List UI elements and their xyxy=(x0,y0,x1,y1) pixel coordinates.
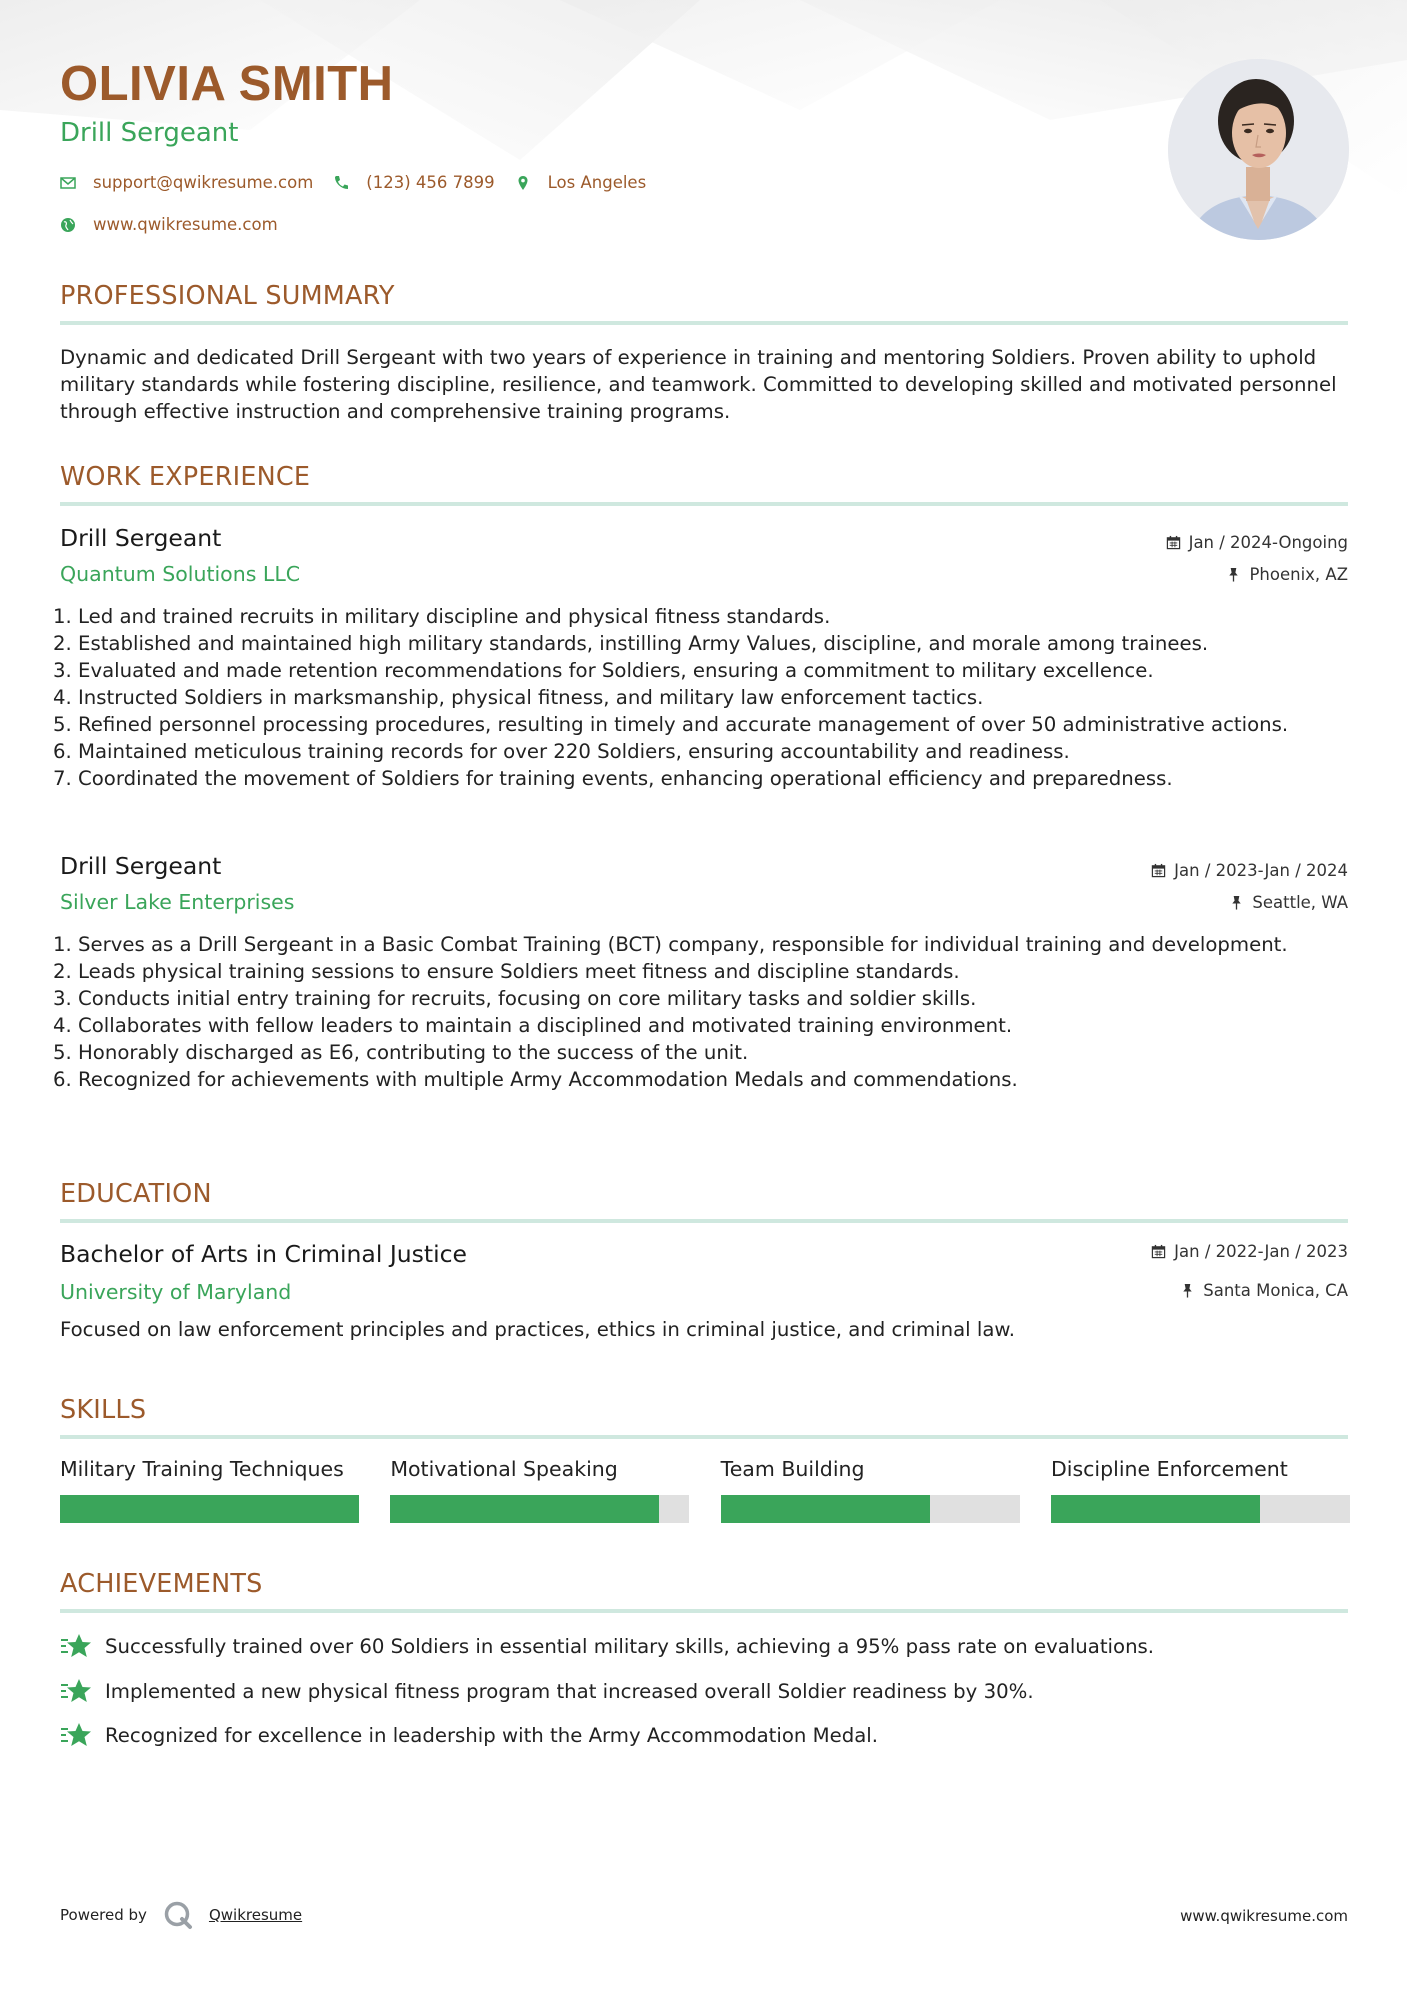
achievement-item xyxy=(60,1677,1034,1705)
skill-level-fill xyxy=(721,1495,930,1523)
pushpin-icon xyxy=(1226,567,1241,582)
star-icon xyxy=(60,1721,92,1749)
list-item: 7. Coordinated the movement of Soldiers for training events, enhancing operational efficiency and preparedness. xyxy=(78,765,1350,792)
achievement-item xyxy=(60,1632,1154,1660)
map-pin-icon xyxy=(515,175,531,191)
skill-name: Motivational Speaking xyxy=(390,1457,618,1481)
footer-url[interactable]: www.qwikresume.com xyxy=(1180,1907,1348,1925)
pushpin-icon xyxy=(1229,895,1244,910)
list-item: 6. Recognized for achievements with multiple Army Accommodation Medals and commendations. xyxy=(78,1066,1350,1093)
list-item: 3. Conducts initial entry training for recruits, focusing on core military tasks and soldier skills. xyxy=(78,985,1350,1012)
calendar-icon xyxy=(1166,535,1181,550)
company-name: Silver Lake Enterprises xyxy=(60,890,295,914)
job-title: Drill Sergeant xyxy=(60,524,222,552)
achievement-text: Implemented a new physical fitness program that increased overall Soldier readiness by 30%. xyxy=(105,1679,1034,1703)
skill-level-bar xyxy=(1051,1495,1350,1523)
contact-email[interactable] xyxy=(60,173,313,192)
list-item: 4. Instructed Soldiers in marksmanship, physical fitness, and military law enforcement tactics. xyxy=(78,684,1350,711)
list-item: 2. Established and maintained high military standards, instilling Army Values, discipline, and morale among trainees. xyxy=(78,630,1350,657)
star-icon xyxy=(60,1677,92,1705)
list-item: 6. Maintained meticulous training records for over 220 Soldiers, ensuring accountability and readiness. xyxy=(78,738,1350,765)
contact-location xyxy=(515,173,647,192)
star-icon xyxy=(60,1632,92,1660)
list-item: 4. Collaborates with fellow leaders to maintain a disciplined and motivated training environment. xyxy=(78,1012,1350,1039)
job-dates xyxy=(1166,533,1348,552)
section-heading-skills: SKILLS xyxy=(60,1395,147,1425)
candidate-name: OLIVIA SMITH xyxy=(60,57,394,111)
achievement-text: Successfully trained over 60 Soldiers in essential military skills, achieving a 95% pass rate on evaluations. xyxy=(105,1634,1155,1658)
list-item: 5. Refined personnel processing procedures, resulting in timely and accurate management of over 50 administrative actions. xyxy=(78,711,1350,738)
website-text: www.qwikresume.com xyxy=(93,215,278,234)
skill-item xyxy=(721,1457,1020,1523)
job-location-text: Phoenix, AZ xyxy=(1249,565,1348,584)
phone-text: (123) 456 7899 xyxy=(366,173,495,192)
job-dates-text: Jan / 2024-Ongoing xyxy=(1188,533,1348,552)
skills-list xyxy=(60,1457,1350,1523)
job-dates xyxy=(1151,861,1348,880)
section-divider xyxy=(60,1435,1348,1439)
phone-icon xyxy=(333,175,349,191)
achievement-text: Recognized for excellence in leadership with the Army Accommodation Medal. xyxy=(105,1723,879,1747)
calendar-icon xyxy=(1151,863,1166,878)
job-location xyxy=(1229,893,1348,912)
email-text: support@qwikresume.com xyxy=(93,173,314,192)
section-heading-education: EDUCATION xyxy=(60,1179,212,1209)
section-heading-summary: PROFESSIONAL SUMMARY xyxy=(60,281,395,311)
achievement-item xyxy=(60,1721,878,1749)
job-location-text: Seattle, WA xyxy=(1252,893,1348,912)
contact-phone[interactable] xyxy=(333,173,494,192)
job-responsibilities xyxy=(60,931,1350,1093)
contact-row xyxy=(60,173,666,192)
section-heading-experience: WORK EXPERIENCE xyxy=(60,462,311,492)
list-item: 5. Honorably discharged as E6, contributing to the success of the unit. xyxy=(78,1039,1350,1066)
skill-level-fill xyxy=(390,1495,659,1523)
skill-item xyxy=(390,1457,689,1523)
envelope-icon xyxy=(60,175,76,191)
contact-website[interactable] xyxy=(60,215,278,234)
pushpin-icon xyxy=(1180,1283,1195,1298)
contact-row-website xyxy=(60,215,298,234)
list-item: 1. Led and trained recruits in military discipline and physical fitness standards. xyxy=(78,603,1350,630)
candidate-title: Drill Sergeant xyxy=(60,118,239,148)
skill-item xyxy=(60,1457,359,1523)
portrait-image xyxy=(1168,59,1349,240)
location-text: Los Angeles xyxy=(547,173,647,192)
section-divider xyxy=(60,502,1348,506)
skill-level-fill xyxy=(60,1495,359,1523)
section-heading-achievements: ACHIEVEMENTS xyxy=(60,1569,263,1599)
list-item: 2. Leads physical training sessions to ensure Soldiers meet fitness and discipline standards. xyxy=(78,958,1350,985)
skill-level-bar xyxy=(721,1495,1020,1523)
powered-by-label: Powered by xyxy=(60,1906,147,1924)
education-dates xyxy=(1151,1242,1348,1261)
job-title: Drill Sergeant xyxy=(60,852,222,880)
education-description: Focused on law enforcement principles and practices, ethics in criminal justice, and criminal law. xyxy=(60,1318,1015,1341)
section-divider xyxy=(60,321,1348,325)
skill-name: Military Training Techniques xyxy=(60,1457,344,1481)
list-item: 3. Evaluated and made retention recommendations for Soldiers, ensuring a commitment to military excellence. xyxy=(78,657,1350,684)
footer xyxy=(60,1900,302,1930)
job-responsibilities xyxy=(60,603,1350,792)
company-name: Quantum Solutions LLC xyxy=(60,562,301,586)
profile-photo xyxy=(1168,59,1349,240)
education-location-text: Santa Monica, CA xyxy=(1203,1281,1348,1300)
section-divider xyxy=(60,1219,1348,1223)
school-name: University of Maryland xyxy=(60,1280,292,1304)
section-divider xyxy=(60,1609,1348,1613)
job-dates-text: Jan / 2023-Jan / 2024 xyxy=(1174,861,1348,880)
list-item: 1. Serves as a Drill Sergeant in a Basic Combat Training (BCT) company, responsible for individual training and development. xyxy=(78,931,1350,958)
skill-name: Discipline Enforcement xyxy=(1050,1457,1288,1481)
skill-level-fill xyxy=(1051,1495,1260,1523)
education-dates-text: Jan / 2022-Jan / 2023 xyxy=(1174,1242,1348,1261)
skill-name: Team Building xyxy=(720,1457,865,1481)
qwikresume-logo-icon xyxy=(163,1900,193,1930)
education-location xyxy=(1180,1281,1348,1300)
skill-level-bar xyxy=(390,1495,689,1523)
job-location xyxy=(1226,565,1348,584)
skill-item xyxy=(1051,1457,1350,1523)
calendar-icon xyxy=(1151,1244,1166,1259)
globe-icon xyxy=(60,217,76,233)
degree-title: Bachelor of Arts in Criminal Justice xyxy=(60,1240,468,1268)
brand-link[interactable]: Qwikresume xyxy=(208,1906,303,1924)
skill-level-bar xyxy=(60,1495,359,1523)
summary-text: Dynamic and dedicated Drill Sergeant with two years of experience in training and mentoring Soldiers. Proven ability to uphold military standards while fostering discipline, resilience, and teamwork. Committed to developing skilled and motivated personnel through effective instruction and comprehensive training programs. xyxy=(60,346,1337,423)
